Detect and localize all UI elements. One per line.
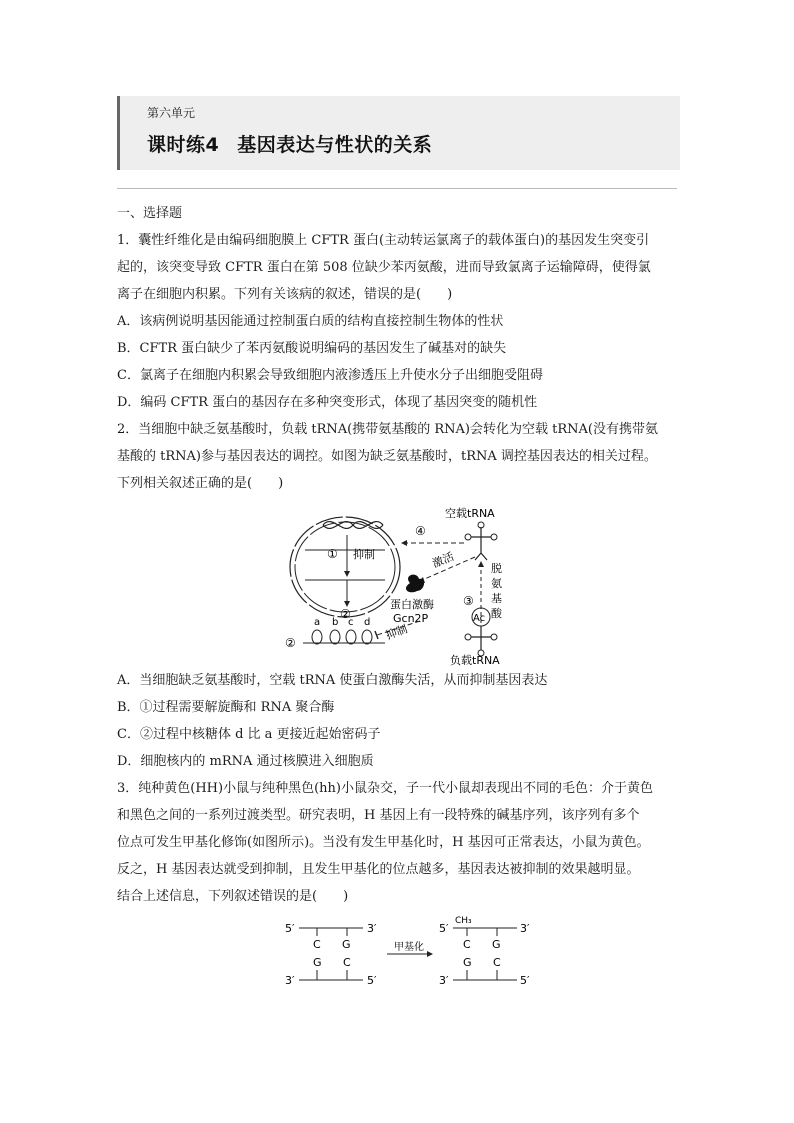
q1-stem-line: 1．囊性纤维化是由编码细胞膜上 CFTR 蛋白(主动转运氯离子的载体蛋白)的基因发生突变引 bbox=[117, 233, 650, 248]
header-divider bbox=[117, 188, 677, 189]
q2-stem-line: 下列相关叙述正确的是( ) bbox=[117, 476, 284, 491]
right-bottom-3prime: 3′ bbox=[439, 974, 449, 987]
left-bottom-5prime: 5′ bbox=[367, 974, 377, 987]
ribosome-label-a: a bbox=[314, 617, 321, 628]
deamino-char: 基 bbox=[491, 592, 502, 605]
ribosome-b bbox=[330, 630, 340, 644]
deamino-char: 脱 bbox=[491, 562, 502, 575]
kinase-blob bbox=[406, 575, 424, 593]
q2-option-b: B．①过程需要解旋酶和 RNA 聚合酶 bbox=[117, 700, 335, 715]
trna-diagram-svg bbox=[285, 505, 515, 665]
lesson-topic: 基因表达与性状的关系 bbox=[237, 134, 433, 156]
inhibit-label-1: 抑制 bbox=[353, 548, 375, 561]
methylation-arrow-label: 甲基化 bbox=[394, 942, 424, 953]
page-title bbox=[147, 130, 432, 157]
q1-stem-line: 起的，该突变导致 CFTR 蛋白在第 508 位缺少苯丙氨酸，进而导致氯离子运输障碍，使得氯 bbox=[117, 260, 651, 275]
q1-stem-line: 离子在细胞内积累。下列有关该病的叙述，错误的是( ) bbox=[117, 287, 453, 302]
empty-trna-shape bbox=[471, 527, 491, 560]
q1-option-b: B．CFTR 蛋白缺少了苯丙氨酸说明编码的基因发生了碱基对的缺失 bbox=[117, 341, 507, 356]
trna-loop bbox=[465, 534, 471, 540]
q1-option-c: C．氯离子在细胞内积累会导致细胞内液渗透压上升使水分子出细胞受阻碍 bbox=[117, 368, 543, 383]
kinase-name: Gcn2P bbox=[393, 612, 429, 625]
q2-option-a: A．当细胞缺乏氨基酸时，空载 tRNA 使蛋白激酶失活，从而抑制基因表达 bbox=[117, 673, 548, 688]
q2-option-d: D．细胞核内的 mRNA 通过核膜进入细胞质 bbox=[117, 754, 374, 769]
right-top-3prime: 3′ bbox=[520, 922, 530, 935]
empty-trna-label: 空载tRNA bbox=[445, 507, 495, 520]
base-c: C bbox=[313, 938, 321, 951]
ribosome-c bbox=[346, 630, 356, 644]
ribosome-label-d: d bbox=[364, 617, 371, 628]
section-heading: 一、选择题 bbox=[117, 206, 183, 221]
kinase-label: 蛋白激酶 bbox=[390, 598, 434, 611]
loaded-trna-label: 负载tRNA bbox=[450, 654, 500, 667]
base-g: G bbox=[463, 956, 472, 969]
base-c: C bbox=[343, 956, 351, 969]
base-g: G bbox=[492, 938, 501, 951]
q1-option-d: D．编码 CFTR 蛋白的基因存在多种突变形式，体现了基因突变的随机性 bbox=[117, 395, 538, 410]
left-bottom-3prime: 3′ bbox=[285, 974, 295, 987]
question-3 bbox=[117, 775, 682, 994]
trna-loop bbox=[465, 634, 471, 640]
arrow-head bbox=[427, 951, 433, 957]
trna-loop bbox=[491, 634, 497, 640]
q2-stem-line: 2．当细胞中缺乏氨基酸时，负载 tRNA(携带氨基酸的 RNA)会转化为空载 tRNA(没有携带氨 bbox=[117, 422, 658, 437]
ribosome-d bbox=[362, 630, 372, 644]
deamino-char: 氨 bbox=[491, 577, 502, 590]
base-g: G bbox=[313, 956, 322, 969]
trna-regulation-diagram bbox=[285, 505, 515, 665]
q3-stem-line: 位点可发生甲基化修饰(如图所示)。当没有发生甲基化时，H 基因可正常表达，小鼠为黄色。 bbox=[117, 835, 650, 850]
base-g: G bbox=[342, 938, 351, 951]
left-top-5prime: 5′ bbox=[285, 922, 295, 935]
trna-loop bbox=[491, 534, 497, 540]
q2-option-c: C．②过程中核糖体 d 比 a 更接近起始密码子 bbox=[117, 727, 381, 742]
right-bottom-5prime: 5′ bbox=[520, 974, 530, 987]
question-1 bbox=[117, 227, 682, 416]
arrow-head bbox=[401, 540, 407, 546]
step-2b-label: ② bbox=[285, 636, 296, 650]
ribosome-label-b: b bbox=[332, 617, 339, 628]
q3-stem-line: 3．纯种黄色(HH)小鼠与纯种黑色(hh)小鼠杂交，子一代小鼠却表现出不同的毛色：介于黄色 bbox=[117, 781, 653, 796]
document-body bbox=[117, 200, 682, 994]
lesson-number: 课时练4 bbox=[147, 134, 220, 156]
loaded-trna-shape bbox=[471, 626, 491, 650]
activate-label: 激活 bbox=[430, 549, 456, 571]
q2-stem-line: 基酸的 tRNA)参与基因表达的调控。如图为缺乏氨基酸时，tRNA 调控基因表达的相关过程。 bbox=[117, 449, 657, 464]
step-3-label: ③ bbox=[463, 594, 474, 608]
deamino-char: 酸 bbox=[491, 607, 502, 620]
step-1-label: ① bbox=[327, 547, 338, 561]
step-2-label: ② bbox=[340, 607, 351, 621]
q1-option-a: A．该病例说明基因能通过控制蛋白质的结构直接控制生物体的性状 bbox=[117, 314, 504, 329]
q3-stem-line: 结合上述信息，下列叙述错误的是( ) bbox=[117, 889, 349, 904]
ac-label: Ac bbox=[473, 613, 486, 624]
methyl-group: CH₃ bbox=[455, 916, 472, 926]
arrow-head bbox=[344, 571, 350, 577]
question-2 bbox=[117, 416, 682, 775]
q3-stem-line: 反之，H 基因表达就受到抑制，且发生甲基化的位点越多，基因表达被抑制的效果越明显。 bbox=[117, 862, 640, 877]
nuclear-envelope-inner bbox=[295, 522, 395, 612]
ribosome-label-c: c bbox=[348, 617, 354, 628]
step-4-label: ④ bbox=[415, 524, 426, 538]
arrow-head bbox=[478, 561, 484, 567]
base-c: C bbox=[463, 938, 471, 951]
inhibit-label-2: 抑制 bbox=[384, 622, 410, 643]
methylation-diagram bbox=[277, 914, 530, 994]
base-c: C bbox=[493, 956, 501, 969]
right-top-5prime: 5′ bbox=[439, 922, 449, 935]
unit-label: 第六单元 bbox=[147, 106, 196, 120]
q3-stem-line: 和黑色之间的一系列过渡类型。研究表明，H 基因上有一段特殊的碱基序列，该序列有多个 bbox=[117, 808, 640, 823]
ribosome-a bbox=[312, 630, 322, 644]
methylation-svg bbox=[277, 914, 530, 994]
left-top-3prime: 3′ bbox=[367, 922, 377, 935]
